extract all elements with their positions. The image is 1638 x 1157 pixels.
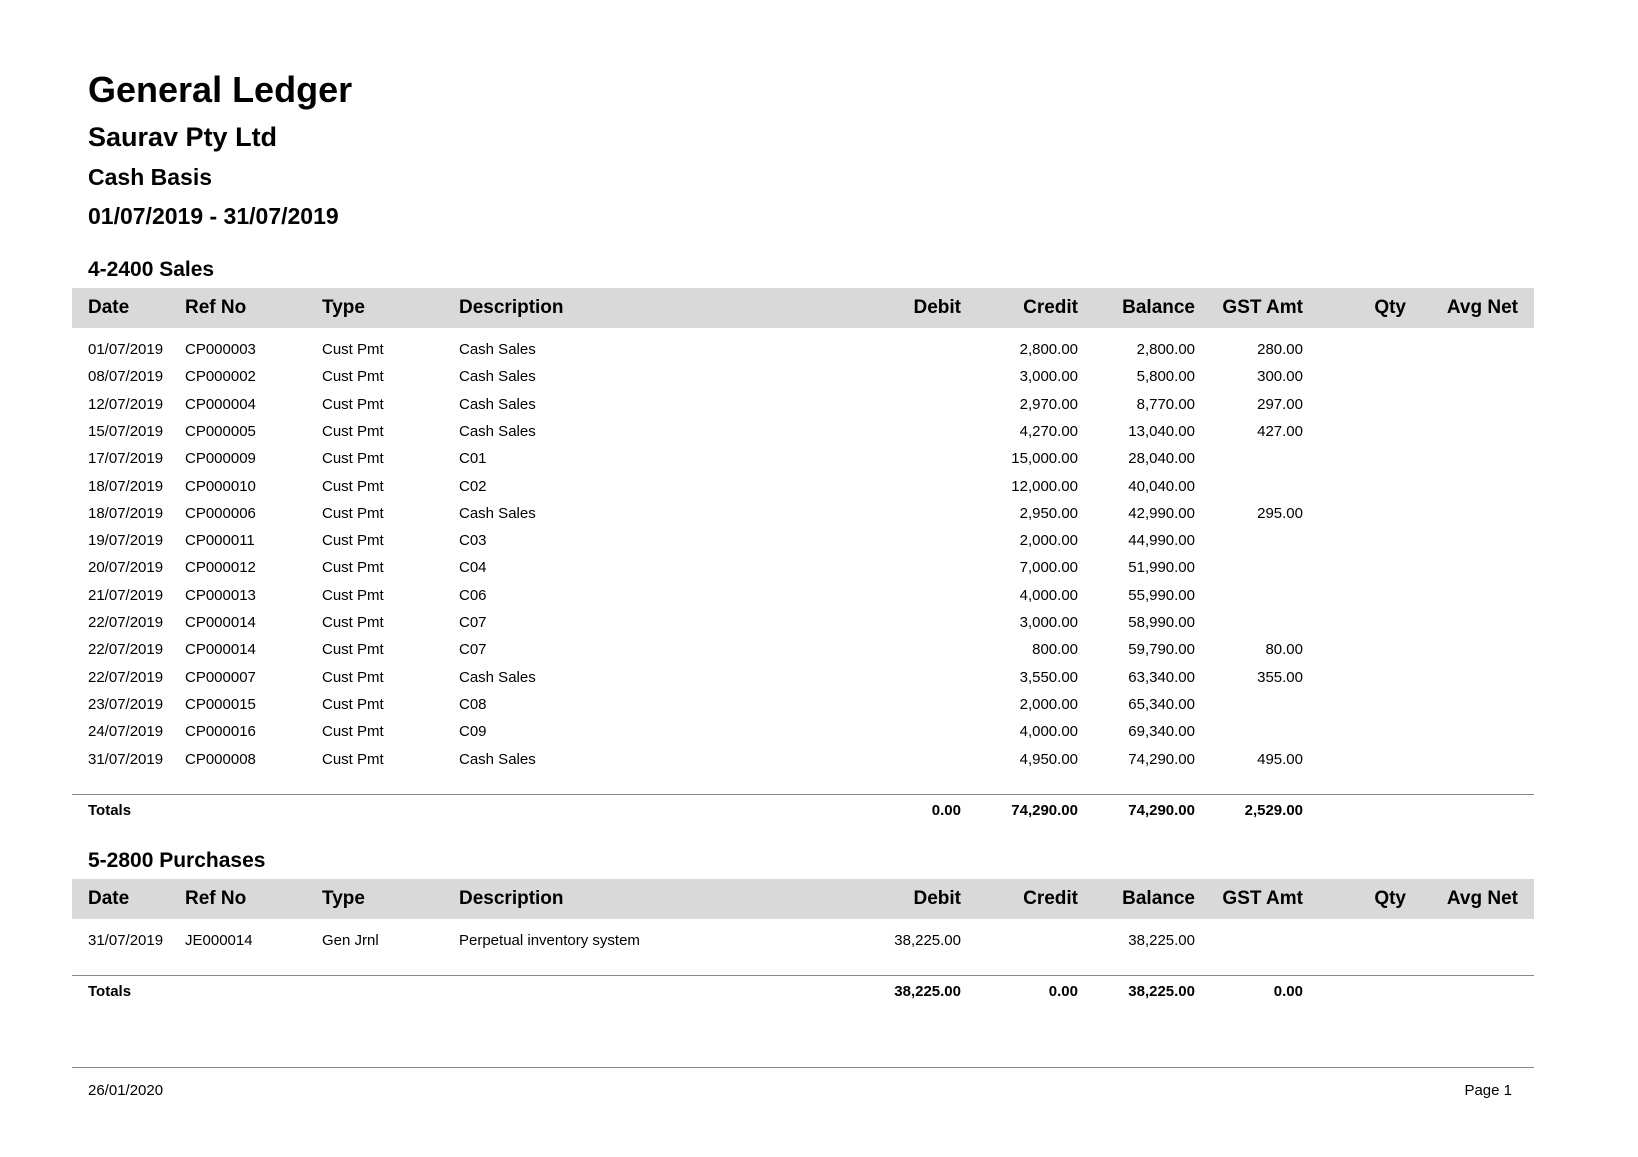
col-header-qty: Qty [1374,888,1406,909]
cell-date: 31/07/2019 [88,932,164,949]
cell-description: C09 [459,723,487,741]
cell-gst-amt: 280.00 [1257,341,1303,358]
accounting-basis: Cash Basis [88,164,213,190]
cell-description: C03 [459,532,487,550]
cell-description: C07 [459,641,487,659]
table-row [72,582,1534,609]
cell-type: Cust Pmt [322,477,384,495]
cell-date: 23/07/2019 [88,695,164,713]
col-header-type: Type [322,297,365,318]
cell-gst-amt: 80.00 [1265,641,1303,659]
cell-credit: 3,550.00 [1019,668,1078,686]
cell-balance: 40,040.00 [1128,477,1195,495]
col-header-avg-net: Avg Net [1446,888,1518,909]
totals-row [72,797,1534,824]
cell-description: Perpetual inventory system [459,932,640,949]
cell-balance: 51,990.00 [1128,559,1195,577]
totals-divider [72,794,1534,795]
cell-description: C01 [459,450,487,468]
cell-balance: 59,790.00 [1128,641,1195,659]
cell-balance: 74,290.00 [1128,750,1195,768]
cell-type: Cust Pmt [322,750,384,768]
col-header-balance: Balance [1122,888,1195,909]
cell-ref-no: CP000014 [185,641,256,659]
section-title: 5-2800 Purchases [88,849,266,872]
cell-date: 22/07/2019 [88,668,164,686]
cell-description: C02 [459,477,487,495]
cell-description: Cash Sales [459,504,536,522]
cell-ref-no: CP000015 [185,695,256,713]
report-title: General Ledger [88,69,353,110]
cell-credit: 2,970.00 [1019,395,1078,413]
cell-date: 19/07/2019 [88,532,164,550]
cell-ref-no: CP000008 [185,750,256,768]
cell-description: C07 [459,614,487,631]
cell-ref-no: CP000009 [185,450,256,468]
cell-ref-no: CP000002 [185,368,256,386]
table-row [72,445,1534,472]
cell-balance: 55,990.00 [1128,586,1195,604]
cell-credit: 800.00 [1032,641,1078,659]
cell-credit: 3,000.00 [1019,614,1078,631]
col-header-ref-no: Ref No [185,888,247,909]
col-header-description: Description [459,888,564,909]
cell-ref-no: CP000014 [185,614,256,631]
cell-description: Cash Sales [459,668,536,686]
cell-date: 31/07/2019 [88,750,164,768]
cell-description: C06 [459,586,487,604]
table-row [72,927,1534,954]
col-header-ref-no: Ref No [185,297,247,318]
cell-credit: 12,000.00 [1011,477,1078,495]
cell-ref-no: CP000013 [185,586,256,604]
cell-ref-no: CP000011 [185,532,255,550]
cell-credit: 4,000.00 [1019,723,1078,741]
cell-ref-no: CP000012 [185,559,256,577]
col-header-debit: Debit [913,888,961,909]
col-header-qty: Qty [1374,297,1406,318]
cell-type: Cust Pmt [322,668,384,686]
cell-ref-no: CP000007 [185,668,256,686]
cell-gst-amt: 355.00 [1257,668,1303,686]
cell-description: Cash Sales [459,341,536,358]
section-title: 4-2400 Sales [88,258,215,281]
table-row [72,363,1534,390]
table-row [72,636,1534,663]
table-row [72,418,1534,445]
col-header-credit: Credit [1023,297,1078,318]
totals-credit: 74,290.00 [1011,802,1078,819]
totals-row [72,978,1534,1005]
col-header-avg-net: Avg Net [1446,297,1518,318]
cell-date: 21/07/2019 [88,586,164,604]
table-row [72,746,1534,773]
table-row [72,391,1534,418]
totals-debit: 0.00 [931,802,961,819]
cell-description: Cash Sales [459,368,536,386]
cell-type: Cust Pmt [322,586,384,604]
cell-balance: 2,800.00 [1136,341,1195,358]
cell-gst-amt: 427.00 [1257,422,1303,440]
cell-gst-amt: 297.00 [1257,395,1303,413]
report-period: 01/07/2019 - 31/07/2019 [88,203,339,229]
cell-date: 08/07/2019 [88,368,164,386]
totals-gst: 0.00 [1273,983,1303,1000]
cell-credit: 15,000.00 [1011,450,1078,468]
cell-gst-amt: 295.00 [1257,504,1303,522]
cell-credit: 4,950.00 [1019,750,1078,768]
cell-credit: 4,000.00 [1019,586,1078,604]
col-header-type: Type [322,888,365,909]
table-header [72,288,1534,328]
cell-type: Cust Pmt [322,395,384,413]
col-header-date: Date [88,297,130,318]
cell-description: Cash Sales [459,395,536,413]
cell-credit: 2,000.00 [1019,695,1078,713]
cell-description: Cash Sales [459,750,536,768]
totals-debit: 38,225.00 [894,983,961,1000]
cell-type: Cust Pmt [322,341,384,358]
totals-balance: 74,290.00 [1128,802,1195,819]
col-header-description: Description [459,297,564,318]
cell-date: 17/07/2019 [88,450,164,468]
cell-date: 20/07/2019 [88,559,164,577]
cell-type: Cust Pmt [322,422,384,440]
table-row [72,664,1534,691]
cell-type: Cust Pmt [322,504,384,522]
cell-type: Gen Jrnl [322,932,379,949]
cell-type: Cust Pmt [322,532,384,550]
table-row [72,336,1534,363]
cell-gst-amt: 300.00 [1257,368,1303,386]
cell-ref-no: CP000004 [185,395,256,413]
cell-date: 24/07/2019 [88,723,164,741]
cell-ref-no: JE000014 [185,932,253,949]
cell-description: Cash Sales [459,422,536,440]
col-header-debit: Debit [913,297,961,318]
cell-balance: 42,990.00 [1128,504,1195,522]
table-row [72,554,1534,581]
footer-printed-date: 26/01/2020 [88,1082,164,1099]
table-row [72,500,1534,527]
cell-type: Cust Pmt [322,723,384,741]
cell-type: Cust Pmt [322,695,384,713]
cell-date: 18/07/2019 [88,477,164,495]
cell-ref-no: CP000003 [185,341,256,358]
col-header-date: Date [88,888,130,909]
cell-type: Cust Pmt [322,368,384,386]
cell-ref-no: CP000010 [185,477,256,495]
cell-date: 18/07/2019 [88,504,164,522]
cell-description: C08 [459,695,487,713]
table-row [72,473,1534,500]
cell-balance: 58,990.00 [1128,614,1195,631]
totals-gst: 2,529.00 [1244,802,1303,819]
footer-divider [72,1067,1534,1068]
cell-ref-no: CP000006 [185,504,256,522]
cell-credit: 2,800.00 [1019,341,1078,358]
cell-gst-amt: 495.00 [1257,750,1303,768]
cell-balance: 13,040.00 [1128,422,1195,440]
cell-description: C04 [459,559,487,577]
cell-credit: 7,000.00 [1019,559,1078,577]
cell-type: Cust Pmt [322,614,384,631]
totals-divider [72,975,1534,976]
col-header-credit: Credit [1023,888,1078,909]
cell-credit: 2,000.00 [1019,532,1078,550]
cell-credit: 4,270.00 [1019,422,1078,440]
totals-label: Totals [88,983,132,1000]
table-row [72,527,1534,554]
footer-page-number: Page 1 [1464,1082,1512,1099]
cell-date: 22/07/2019 [88,641,164,659]
totals-credit: 0.00 [1048,983,1078,1000]
cell-date: 15/07/2019 [88,422,164,440]
cell-type: Cust Pmt [322,559,384,577]
cell-balance: 38,225.00 [1128,932,1195,949]
cell-credit: 2,950.00 [1019,504,1078,522]
col-header-balance: Balance [1122,297,1195,318]
cell-date: 01/07/2019 [88,341,164,358]
cell-debit: 38,225.00 [894,932,961,949]
cell-type: Cust Pmt [322,641,384,659]
cell-ref-no: CP000005 [185,422,256,440]
cell-date: 22/07/2019 [88,614,164,631]
cell-balance: 65,340.00 [1128,695,1195,713]
totals-balance: 38,225.00 [1128,983,1195,1000]
totals-label: Totals [88,802,132,819]
table-row [72,609,1534,636]
col-header-gst-amt: GST Amt [1222,888,1303,909]
cell-credit: 3,000.00 [1019,368,1078,386]
cell-balance: 63,340.00 [1128,668,1195,686]
cell-balance: 44,990.00 [1128,532,1195,550]
cell-type: Cust Pmt [322,450,384,468]
cell-balance: 69,340.00 [1128,723,1195,741]
cell-balance: 8,770.00 [1136,395,1195,413]
col-header-gst-amt: GST Amt [1222,297,1303,318]
table-row [72,691,1534,718]
cell-ref-no: CP000016 [185,723,256,741]
cell-balance: 28,040.00 [1128,450,1195,468]
table-header [72,879,1534,919]
cell-date: 12/07/2019 [88,395,164,413]
company-name: Saurav Pty Ltd [88,122,278,152]
cell-balance: 5,800.00 [1136,368,1195,386]
table-row [72,718,1534,745]
